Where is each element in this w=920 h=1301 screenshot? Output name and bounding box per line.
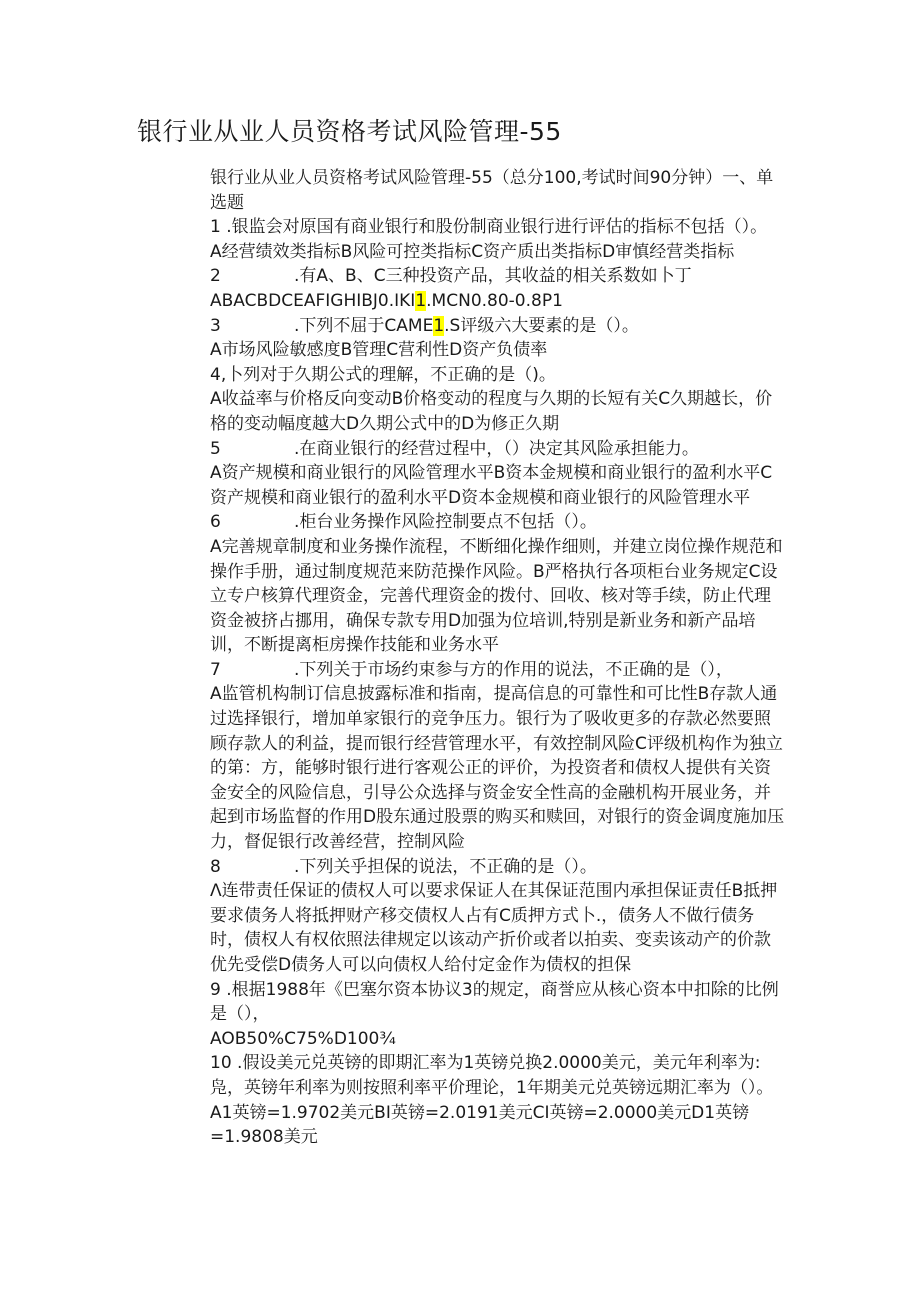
question-8: 8 .下列关乎担保的说法，不正确的是（）。: [210, 856, 597, 877]
question-4: 4,卜列对于久期公式的理解，不正确的是（)。: [210, 364, 556, 385]
question-9: 9 .根据1988年《巴塞尔资本协议3的规定，商誉应从核心资本中扣除的比例是（），: [210, 979, 779, 1025]
question-3: 3 .下列不屈于CAME1.S评级六大要素的是（）。: [210, 315, 639, 336]
question-8-options: Λ连带责任保证的债权人可以要求保证人在其保证范围内承担保证责任B抵押要求债务人将抵押财产移交债权人占有C质押方式卜.，债务人不做行债务时，债权人有权依照法律规定以该动产折价或者以拍卖、变卖该动产的价款优先受偿D债务人可以向债权人给付定金作为债权的担保: [210, 881, 778, 975]
question-10-options: A1英镑=1.9702美元BI英镑=2.0191美元CI英镑=2.0000美元D1英镑=1.9808美元: [210, 1102, 750, 1148]
document-title: 银行业从业人员资格考试风险管理-55: [137, 117, 562, 146]
document-body: [137, 166, 787, 1150]
question-1-options: A经营绩效类指标B风险可控类指标C资产质出类指标D审慎经营类指标: [210, 241, 735, 262]
question-7: 7 .下列关于市场约束参与方的作用的说法，不正确的是（），: [210, 659, 733, 680]
question-6: 6 .柜台业务操作风险控制要点不包括（）。: [210, 512, 597, 533]
question-6-options: A完善规章制度和业务操作流程，不断细化操作细则，并建立岗位操作规范和操作手册，通过制度规范来防范操作风险。B严格执行各项柜台业务规定C设立专户核算代理资金，完善代理资金的拨付、回收、核对等手续，防止代理资金被挤占挪用，确保专款专用D加强为位培训,特别是新业务和新产品培训，不断提离柜房操作技能和业务水平: [210, 536, 783, 656]
question-4-options: A收益率与价格反向变动B价格变动的程度与久期的长短有关C久期越长，价格的变动幅度越大D久期公式中的D为修正久期: [210, 389, 773, 434]
question-7-options: A监管机构制订信息披露标准和指南，提高信息的可靠性和可比性B存款人通过选择银行，增加单家银行的竞争压力。银行为了吸收更多的存款必然要照顾存款人的利益，提而银行经营管理水平，有效控制风险C评级机构作为独立的第：方，能够时银行进行客观公正的评价，为投资者和债权人提供有关资金安全的风险信息，引导公众选择与资金安全性高的金融机构开展业务，并起到市场监督的作用D股东通过股票的购买和赎回，对银行的资金调度施加压力，督促银行改善经营，控制风险: [210, 684, 785, 853]
question-10: 10 .假设美元兑英镑的即期汇率为1英镑兑换2.0000美元，美元年利率为:凫，英镑年利率为则按照利率平价理论，1年期美元兑英镑远期汇率为（）。: [210, 1053, 774, 1098]
highlight-mark: 1: [415, 290, 427, 311]
question-2: 2 .有A、B、C三种投资产品，其收益的相关系数如卜丁: [210, 266, 692, 287]
question-2-data: ABACBDCEAFIGHIBJ0.IKI1.MCN0.80-0.8P1: [210, 290, 563, 311]
question-5-options: A资产规模和商业银行的风险管理水平B资本金规模和商业银行的盈利水平C资产规模和商业银行的盈利水平D资本金规模和商业银行的风险管理水平: [210, 463, 773, 508]
question-9-options: AOB50%C75%D100¾: [210, 1028, 396, 1049]
question-5: 5 .在商业银行的经营过程中，（）决定其风险承担能力。: [210, 438, 699, 459]
question-3-options: A市场风险敏感度B管理C营利性D资产负债率: [210, 340, 548, 361]
highlight-mark: 1: [433, 315, 445, 336]
intro-paragraph: 银行业从业人员资格考试风险管理-55（总分100,考试时间90分钟）一、单选题: [210, 168, 774, 213]
question-1: 1 .银监会对原国有商业银行和股份制商业银行进行评估的指标不包括（）。: [210, 217, 768, 238]
